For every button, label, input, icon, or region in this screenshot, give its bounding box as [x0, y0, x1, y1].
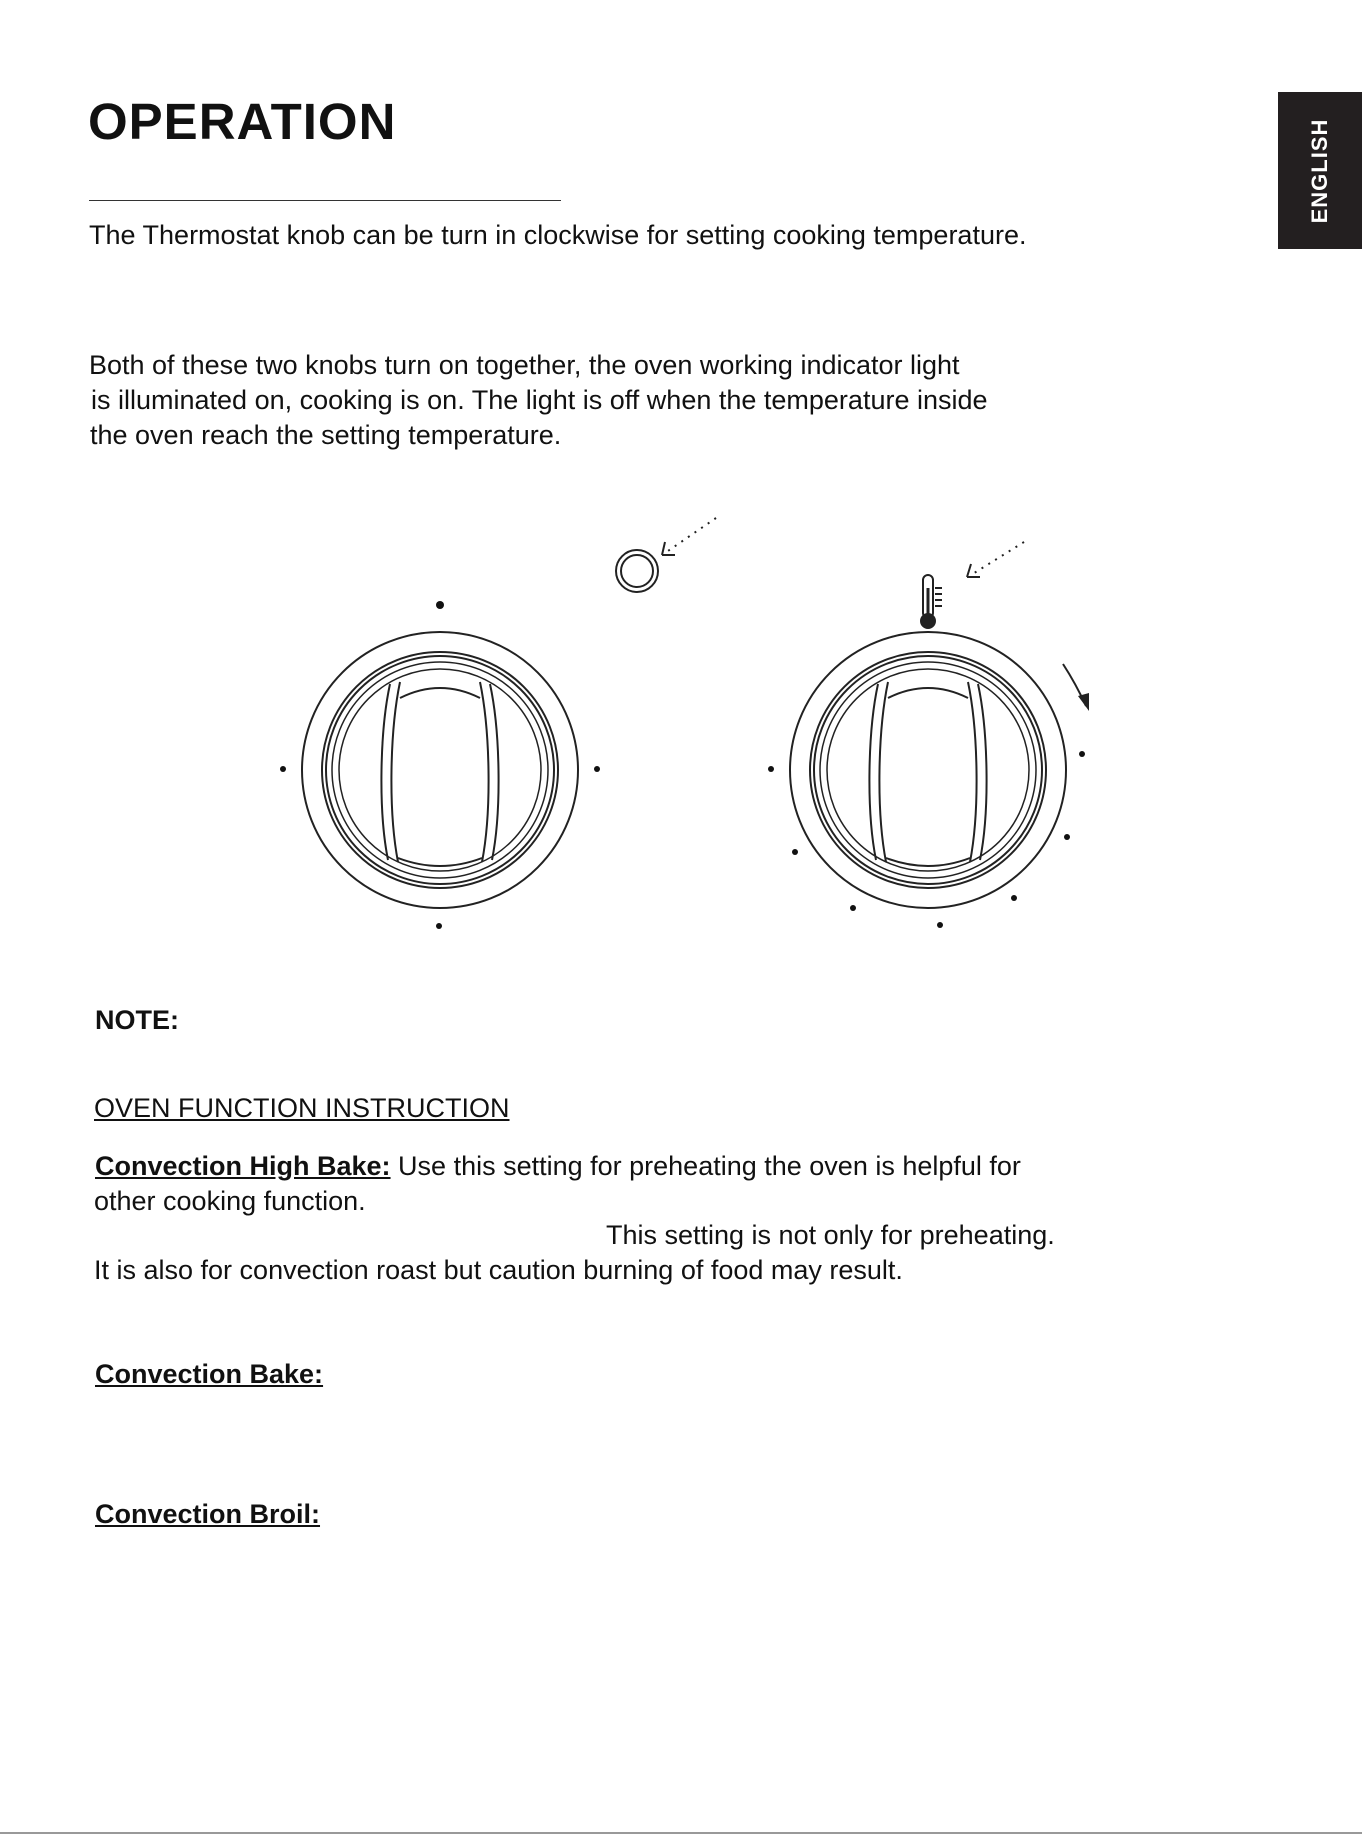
- convection-broil-label: Convection Broil:: [95, 1499, 321, 1529]
- oven-function-title: OVEN FUNCTION INSTRUCTION: [94, 1093, 510, 1123]
- indicator-light-icon: [616, 550, 658, 592]
- function-knob: [302, 632, 578, 908]
- thermometer-icon: [921, 575, 942, 628]
- high-bake-line-4: It is also for convection roast but caution burning of food may result.: [94, 1255, 903, 1285]
- indicator-pointer-arrow: [662, 518, 716, 555]
- indicator-paragraph-line-1: Both of these two knobs turn on together, the oven working indicator light: [89, 350, 960, 380]
- note-label: NOTE:: [95, 1005, 179, 1035]
- high-bake-line-1: [95, 1149, 1021, 1184]
- page-title: OPERATION: [88, 93, 397, 150]
- function-knob-position-dots: [280, 601, 600, 929]
- high-bake-label: Convection High Bake:: [95, 1151, 391, 1181]
- high-bake-line-3: This setting is not only for preheating.: [606, 1220, 1055, 1250]
- language-tab-label: ENGLISH: [1307, 118, 1332, 223]
- thermostat-pointer-arrow: [967, 542, 1024, 577]
- language-tab: [1278, 92, 1362, 249]
- indicator-paragraph-line-3: the oven reach the setting temperature.: [90, 420, 562, 450]
- title-divider: [89, 200, 561, 201]
- indicator-paragraph-line-2: is illuminated on, cooking is on. The light is off when the temperature inside: [91, 385, 988, 415]
- thermostat-instruction: The Thermostat knob can be turn in clockwise for setting cooking temperature.: [89, 220, 1027, 250]
- convection-bake-label: Convection Bake:: [95, 1359, 324, 1389]
- clockwise-arrow-icon: [1063, 664, 1089, 711]
- oven-knobs-diagram: [240, 500, 1120, 950]
- high-bake-line-2: other cooking function.: [94, 1186, 366, 1216]
- thermostat-knob-position-dots: [768, 751, 1085, 928]
- high-bake-text: Use this setting for preheating the oven is helpful for: [390, 1151, 1021, 1181]
- thermostat-knob: [790, 632, 1066, 908]
